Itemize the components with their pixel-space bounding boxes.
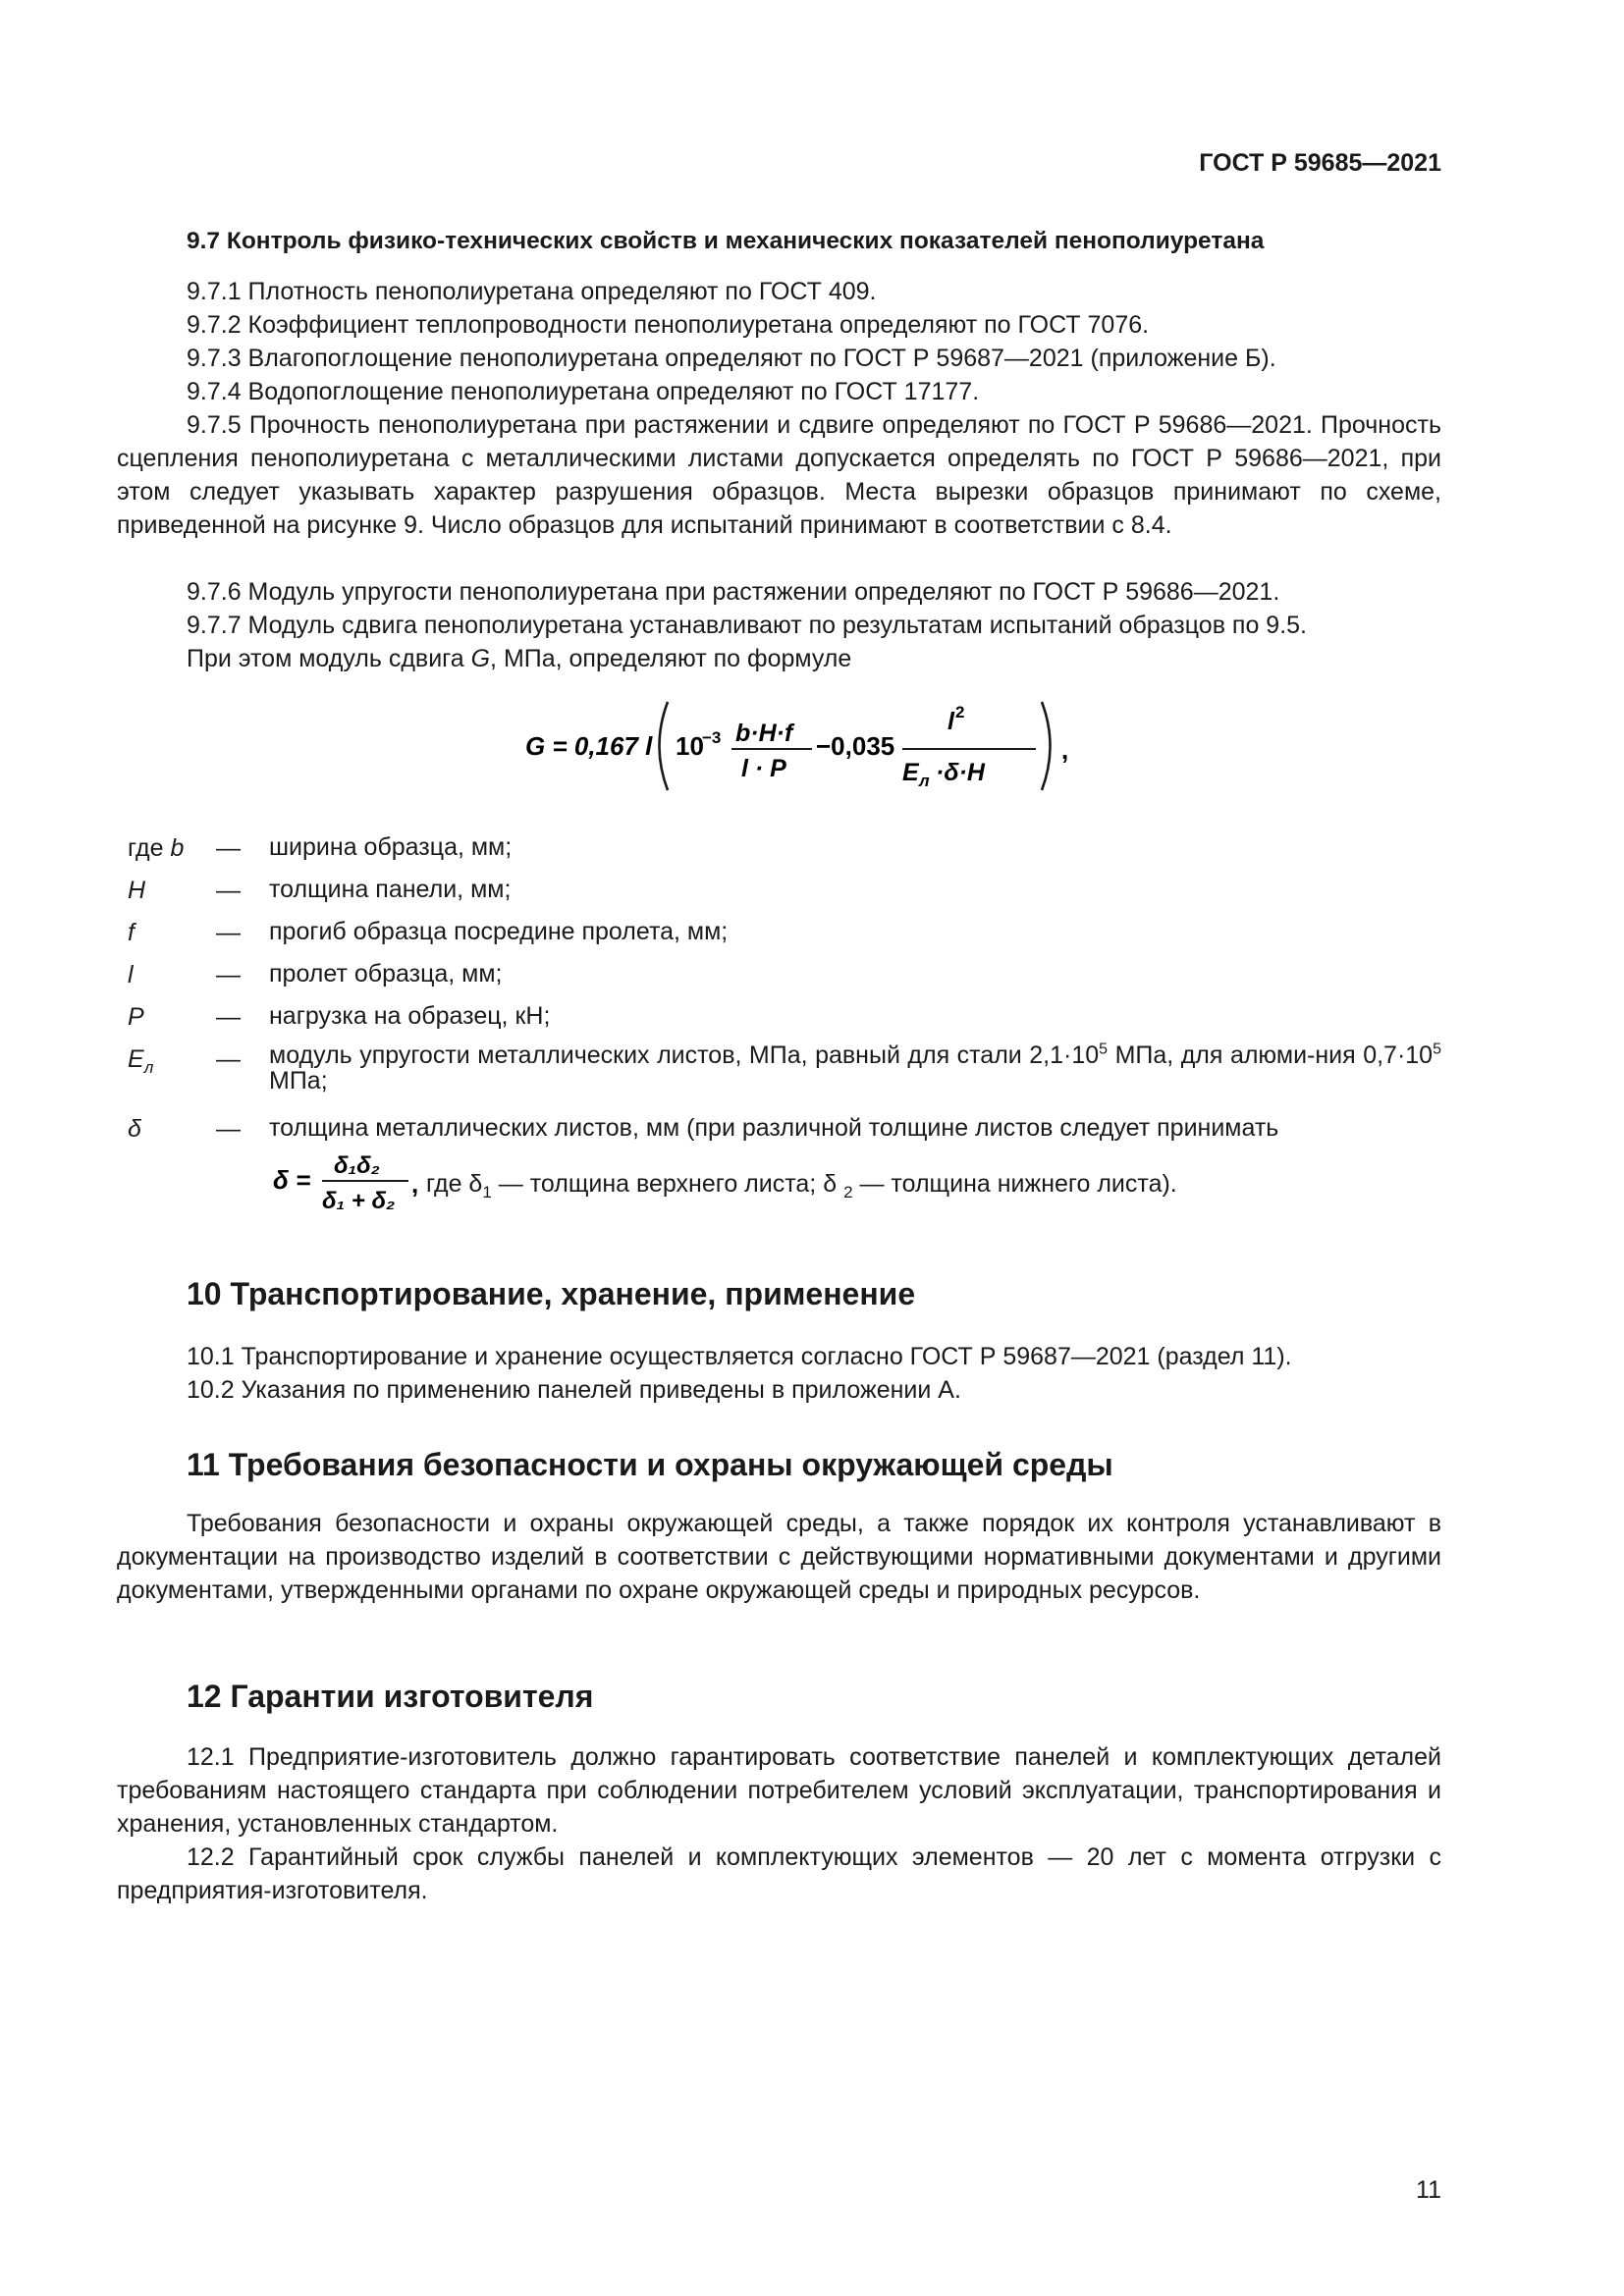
item-9-7-4: 9.7.4 Водопоглощение пенополиуретана определяют по ГОСТ 17177. [187,378,980,405]
item-9-7-5: 9.7.5 Прочность пенополиуретана при растяжении и сдвиге определяют по ГОСТ Р 59686—2021. Прочность сцепления пенополиуретана с металлическими листами допускается определять по ГОСТ Р 59686—2021, при этом следует указывать характер разрушения образцов. Места вырезки образцов принимают по схеме, приведенной на рисунке 9. Число образцов для испытаний принимают в соответствии с 8.4. [117,411,1441,539]
delta-lhs: δ = [273,1165,311,1195]
def-desc-H: толщина панели, мм; [269,876,512,903]
section-12-title: 12 Гарантии изготовителя [187,1679,594,1714]
section-11-text: Требования безопасности и охраны окружающей среды, а также порядок их контроля устанавливают в документации на производство изделий в соответствии с действующими нормативными документами и другими документами, утвержденными органами по охране окружающей среды и природных ресурсов. [117,1510,1441,1604]
def-desc-P: нагрузка на образец, кН; [269,1002,551,1030]
def-desc-E: модуль упругости металлических листов, МПа, равный для стали $2,1\cdot 10^5$ МПа, для алюми-ния $0,7\cdot 10^5$ МПа; [269,1041,1441,1095]
def-dash: — [216,877,241,904]
item-10-1: 10.1 Транспортирование и хранение осуществляется согласно ГОСТ Р 59687—2021 (раздел 11). [187,1343,1292,1370]
item-9-7-6: 9.7.6 Модуль упругости пенополиуретана при растяжении определяют по ГОСТ Р 59686—2021. [187,578,1280,606]
document-header: ГОСТ Р 59685—2021 [1199,149,1441,177]
section-11-title: 11 Требования безопасности и охраны окружающей среды [187,1447,1113,1482]
delta-comma: , [411,1169,419,1199]
item-12-2: 12.2 Гарантийный срок службы панелей и комплектующих элементов — 20 лет с момента отгрузки с предприятия-изготовителя. [117,1843,1441,1904]
formula-intro: При этом модуль сдвига G, МПа, определяют по формуле [187,645,852,672]
def-desc-f: прогиб образца посредине пролета, мм; [269,918,729,945]
formula-den2-rest: ·δ·H [936,759,985,786]
formula-minus: −0,035 [816,731,895,761]
delta-explanation: где $\delta_1$ — толщина верхнего листа; δ $_2$ — толщина нижнего листа). [426,1170,1177,1201]
formula-num2: l [947,708,954,735]
formula-exp: −3 [702,728,722,747]
formula-den1: l · P [741,755,786,782]
left-paren [660,702,669,790]
section-10-title: 10 Транспортирование, хранение, применение [187,1276,916,1311]
item-9-7-1: 9.7.1 Плотность пенополиуретана определяют по ГОСТ 409. [187,278,877,305]
formula-num2-exp: 2 [955,703,965,721]
def-dash: — [216,961,241,988]
def-sym-H: H [128,877,146,904]
delta-formula [271,1144,428,1222]
def-dash: — [216,834,241,862]
section-9-7-title: 9.7 Контроль физико-технических свойств и механических показателей пенополиуретана [187,228,1265,254]
item-9-7-7: 9.7.7 Модуль сдвига пенополиуретана устанавливают по результатам испытаний образцов по 9.5. [187,612,1308,639]
def-sym-b: где b [128,834,185,862]
formula-den2-sub: л [919,772,930,790]
formula-lhs: G = 0,167 l [525,731,653,761]
def-sym-P: P [128,1003,144,1031]
item-9-7-3: 9.7.3 Влагопоглощение пенополиуретана определяют по ГОСТ Р 59687—2021 (приложение Б). [187,345,1276,372]
item-12-1: 12.1 Предприятие-изготовитель должно гарантировать соответствие панелей и комплектующих деталей требованиям настоящего стандарта при соблюдении потребителем условий эксплуатации, транспортирования и хранения, установленных стандартом. [117,1743,1441,1838]
def-dash: — [216,919,241,946]
page-number: 11 [1416,2176,1441,2204]
formula-coef: 10 [676,731,704,761]
formula-num1: b·H·f [735,720,793,747]
right-paren [1042,702,1051,790]
item-10-2: 10.2 Указания по применению панелей приведены в приложении А. [187,1376,961,1404]
def-sym-E: $E_л$ [128,1045,154,1077]
formula-den2: E [902,759,919,786]
def-dash: — [216,1045,241,1073]
def-desc-delta: толщина металлических листов, мм (при различной толщине листов следует принимать [269,1114,1279,1142]
def-sym-l: l [128,961,134,988]
def-desc-l: пролет образца, мм; [269,960,503,988]
def-sym-delta: δ [128,1115,141,1143]
item-9-7-2: 9.7.2 Коэффициент теплопроводности пенополиуретана определяют по ГОСТ 7076. [187,311,1150,339]
delta-num: δ₁δ₂ [334,1152,380,1179]
def-desc-b: ширина образца, мм; [269,833,513,861]
def-dash: — [216,1003,241,1031]
def-dash: — [216,1115,241,1143]
def-sym-f: f [128,919,135,946]
formula-trail: , [1061,735,1069,765]
delta-den: δ₁ + δ₂ [322,1188,396,1214]
shear-modulus-formula [525,692,1075,800]
